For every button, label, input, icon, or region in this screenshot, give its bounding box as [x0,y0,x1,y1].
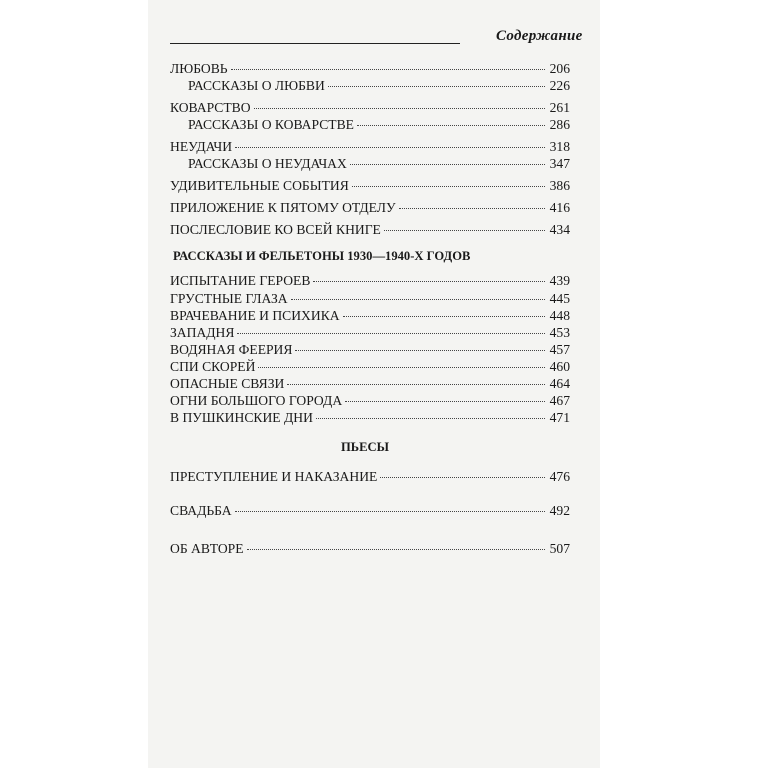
toc-entry-page: 386 [549,178,570,193]
toc-entry [170,222,570,238]
toc-entry-page: 492 [549,503,570,518]
toc-entry-page: 439 [549,273,570,288]
toc-entry-title: СПИ СКОРЕЙ [170,359,256,374]
toc-entry-title: ОПАСНЫЕ СВЯЗИ [170,376,285,391]
toc-entry [170,100,570,116]
toc-leader [399,198,545,209]
toc-entry-title: ЛЮБОВЬ [170,61,228,76]
toc-leader [345,391,545,402]
toc-entry [170,139,570,155]
toc-entry-page: 416 [549,200,570,215]
toc-entry [170,156,570,172]
running-head: Содержание [496,28,583,44]
toc-entry-title: КОВАРСТВО [170,100,251,115]
toc-leader [295,340,545,351]
toc-entry [170,469,570,485]
toc-leader [258,357,545,368]
toc-entry-page: 476 [549,469,570,484]
toc-entry-page: 206 [549,61,570,76]
toc-entry-page: 347 [549,156,570,171]
section-heading-plays: ПЬЕСЫ [341,440,389,454]
toc-entry [170,61,570,77]
toc-leader [316,408,545,419]
toc-entry [170,325,570,341]
toc-entry-title: ИСПЫТАНИЕ ГЕРОЕВ [170,273,311,288]
toc-entry-page: 261 [549,100,570,115]
toc-leader [235,137,545,148]
toc-entry [170,273,570,289]
toc-entry-page: 448 [549,308,570,323]
toc-entry [170,541,570,557]
toc-entry-title: ПРИЛОЖЕНИЕ К ПЯТОМУ ОТДЕЛУ [170,200,396,215]
toc-entry [170,503,570,519]
toc-leader [254,98,545,109]
toc-entry-title: ОБ АВТОРЕ [170,541,244,556]
toc-entry-title: ЗАПАДНЯ [170,325,235,340]
toc-entry [170,78,570,94]
toc-entry-page: 226 [549,78,570,93]
toc-leader [380,467,545,478]
toc-entry [170,308,570,324]
toc-entry-title: РАССКАЗЫ О НЕУДАЧАХ [188,156,347,171]
toc-entry [170,410,570,426]
toc-entry-title: ОГНИ БОЛЬШОГО ГОРОДА [170,393,343,408]
toc-leader [357,115,545,126]
toc-leader [291,289,545,300]
toc-leader [247,539,545,550]
toc-leader [350,154,545,165]
toc-entry-page: 507 [549,541,570,556]
toc-entry [170,178,570,194]
toc-entry-page: 453 [549,325,570,340]
toc-entry [170,359,570,375]
toc-entry-title: НЕУДАЧИ [170,139,233,154]
toc-entry [170,117,570,133]
toc-entry [170,376,570,392]
toc-leader [231,59,545,70]
toc-entry-page: 464 [549,376,570,391]
toc-entry-title: ПРЕСТУПЛЕНИЕ И НАКАЗАНИЕ [170,469,378,484]
toc-entry-title: РАССКАЗЫ О КОВАРСТВЕ [188,117,354,132]
toc-leader [237,323,545,334]
toc-entry [170,393,570,409]
header-rule [170,43,460,44]
toc-leader [328,76,545,87]
toc-leader [235,501,545,512]
toc-entry-page: 460 [549,359,570,374]
toc-entry [170,291,570,307]
toc-entry-page: 318 [549,139,570,154]
toc-entry-title: РАССКАЗЫ О ЛЮБВИ [188,78,325,93]
toc-entry-page: 467 [549,393,570,408]
section-heading-stories: РАССКАЗЫ И ФЕЛЬЕТОНЫ 1930—1940-Х ГОДОВ [173,249,471,263]
toc-leader [384,220,545,231]
toc-leader [343,306,545,317]
toc-entry-page: 434 [549,222,570,237]
toc-entry-title: УДИВИТЕЛЬНЫЕ СОБЫТИЯ [170,178,349,193]
toc-entry-title: ВРАЧЕВАНИЕ И ПСИХИКА [170,308,340,323]
toc-entry-title: ГРУСТНЫЕ ГЛАЗА [170,291,288,306]
toc-entry [170,200,570,216]
toc-entry-title: СВАДЬБА [170,503,232,518]
toc-entry-title: ПОСЛЕСЛОВИЕ КО ВСЕЙ КНИГЕ [170,222,381,237]
toc-entry-title: В ПУШКИНСКИЕ ДНИ [170,410,313,425]
toc-leader [352,176,545,187]
toc-entry-page: 457 [549,342,570,357]
toc-entry-page: 471 [549,410,570,425]
toc-entry-page: 445 [549,291,570,306]
toc-entry-title: ВОДЯНАЯ ФЕЕРИЯ [170,342,293,357]
toc-entry [170,342,570,358]
toc-leader [287,374,545,385]
toc-leader [313,271,545,282]
toc-entry-page: 286 [549,117,570,132]
